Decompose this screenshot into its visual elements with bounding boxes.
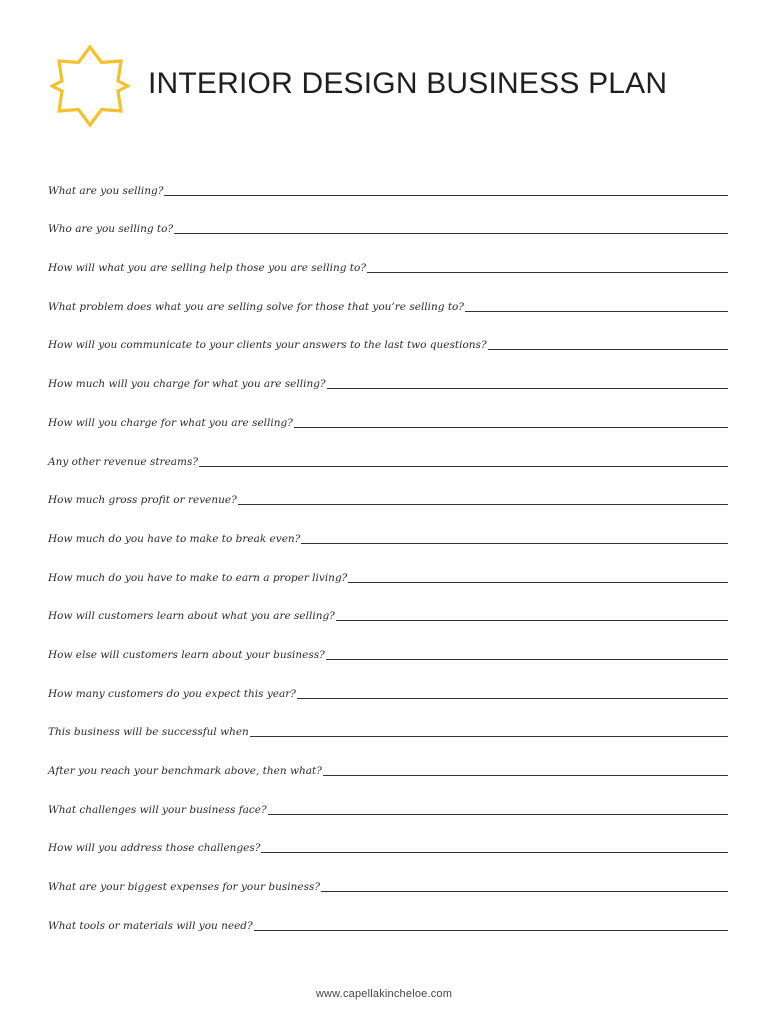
- answer-line[interactable]: [367, 260, 728, 273]
- question-label: What are your biggest expenses for your business?: [48, 881, 320, 894]
- question-row: [48, 199, 728, 238]
- question-row: [48, 353, 728, 392]
- footer-url[interactable]: www.capellakincheloe.com: [315, 988, 453, 1000]
- question-row: [48, 818, 728, 857]
- question-row: [48, 740, 728, 779]
- question-list: [48, 160, 728, 934]
- question-label: Any other revenue streams?: [48, 455, 199, 468]
- question-label: How will customers learn about what you are selling?: [48, 610, 335, 623]
- answer-line[interactable]: [254, 918, 728, 931]
- page-title: INTERIOR DESIGN BUSINESS PLAN: [148, 67, 668, 100]
- question-label: After you reach your benchmark above, then what?: [48, 765, 322, 777]
- question-row: [48, 160, 728, 199]
- question-row: [48, 856, 728, 895]
- question-label: How will what you are selling help those you are selling to?: [48, 262, 366, 275]
- question-row: [48, 315, 728, 354]
- question-label: How many customers do you expect this year?: [48, 687, 296, 700]
- answer-line[interactable]: [336, 608, 728, 621]
- answer-line[interactable]: [465, 299, 728, 312]
- question-label: What challenges will your business face?: [48, 803, 267, 816]
- answer-line[interactable]: [294, 415, 728, 428]
- question-row: [48, 392, 728, 431]
- question-label: What tools or materials will you need?: [48, 919, 253, 932]
- document-header: [0, 0, 768, 140]
- question-label: How will you address those challenges?: [48, 842, 261, 855]
- question-label: How else will customers learn about your business?: [48, 648, 325, 661]
- question-row: [48, 895, 728, 934]
- question-label: How much do you have to make to break even?: [48, 532, 301, 545]
- question-row: [48, 663, 728, 702]
- question-label: How much gross profit or revenue?: [48, 494, 237, 507]
- answer-line[interactable]: [297, 686, 728, 699]
- question-label: How much do you have to make to earn a proper living?: [48, 571, 348, 584]
- question-row: [48, 586, 728, 625]
- answer-line[interactable]: [268, 802, 728, 815]
- answer-line[interactable]: [238, 492, 728, 505]
- question-row: [48, 276, 728, 315]
- question-row: [48, 431, 728, 470]
- question-label: Who are you selling to?: [48, 223, 174, 236]
- question-label: What problem does what you are selling solve for those that you’re selling to?: [48, 300, 465, 313]
- question-row: [48, 779, 728, 818]
- answer-line[interactable]: [348, 570, 728, 583]
- question-label: This business will be successful when: [48, 726, 249, 739]
- answer-line[interactable]: [261, 840, 728, 853]
- question-label: What are you selling?: [48, 184, 164, 197]
- question-label: How will you charge for what you are selling?: [48, 416, 293, 429]
- question-row: [48, 702, 728, 741]
- question-row: [48, 470, 728, 509]
- question-label: How much will you charge for what you are selling?: [48, 378, 326, 391]
- answer-line[interactable]: [199, 454, 728, 467]
- answer-line[interactable]: [321, 879, 728, 892]
- question-label: How will you communicate to your clients your answers to the last two questions?: [48, 339, 487, 352]
- answer-line[interactable]: [327, 376, 728, 389]
- answer-line[interactable]: [323, 763, 728, 776]
- question-row: [48, 508, 728, 547]
- question-row: [48, 547, 728, 586]
- answer-line[interactable]: [174, 221, 728, 234]
- answer-line[interactable]: [301, 531, 728, 544]
- answer-line[interactable]: [250, 724, 728, 737]
- answer-line[interactable]: [326, 647, 728, 660]
- question-row: [48, 624, 728, 663]
- question-row: [48, 237, 728, 276]
- answer-line[interactable]: [488, 337, 728, 350]
- answer-line[interactable]: [164, 183, 728, 196]
- star-outline-icon: [50, 44, 130, 128]
